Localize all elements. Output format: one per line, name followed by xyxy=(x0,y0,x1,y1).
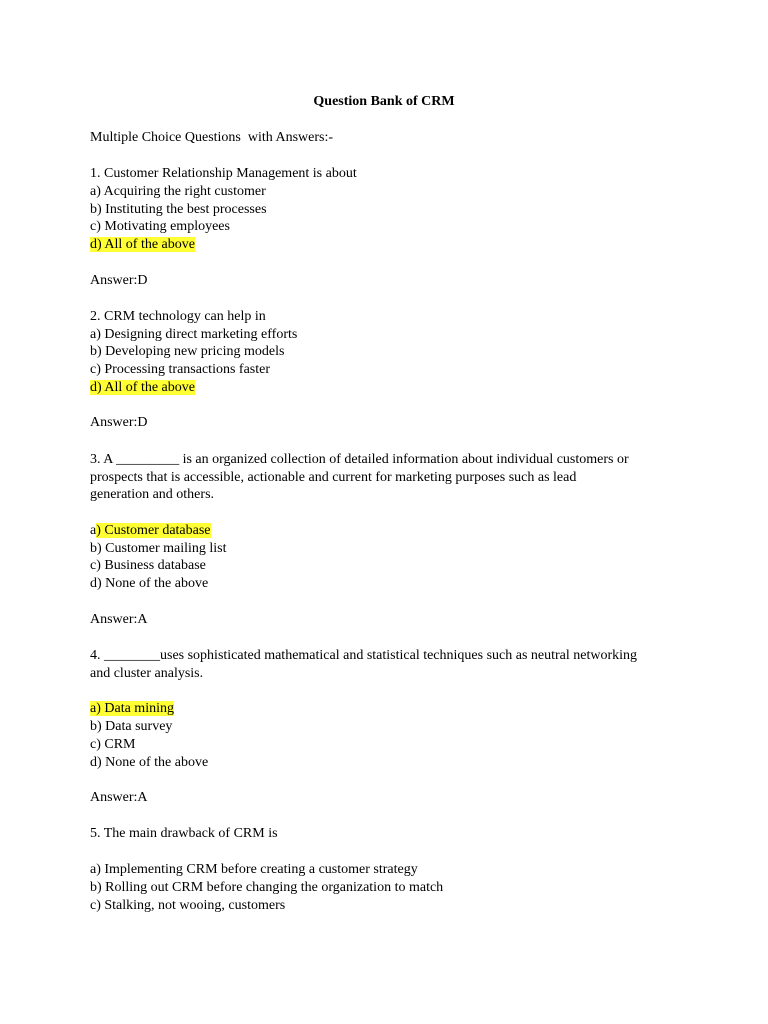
question-4-option-a-highlighted: a) Data mining xyxy=(90,701,174,716)
question-1-option-d-highlighted: d) All of the above xyxy=(90,237,195,252)
question-3-text-line-2: prospects that is accessible, actionable and current for marketing purposes such as lead xyxy=(90,470,577,485)
question-2-option-b: b) Developing new pricing models xyxy=(90,344,285,359)
question-1-answer: Answer:D xyxy=(90,273,148,288)
question-3-text-line-3: generation and others. xyxy=(90,487,215,502)
question-3-text-line-1: 3. A _________ is an organized collection of detailed information about individual customers or xyxy=(90,452,629,467)
question-3-option-a-prefix: a xyxy=(90,523,97,538)
question-5-text: 5. The main drawback of CRM is xyxy=(90,826,278,841)
question-3-option-d: d) None of the above xyxy=(90,576,209,591)
question-2-answer: Answer:D xyxy=(90,415,148,430)
question-4-option-c: c) CRM xyxy=(90,737,136,752)
question-2-option-d-highlighted: d) All of the above xyxy=(90,380,195,395)
question-3-option-a xyxy=(90,522,211,540)
question-5-option-a: a) Implementing CRM before creating a customer strategy xyxy=(90,862,418,877)
question-2-option-c: c) Processing transactions faster xyxy=(90,362,270,377)
question-3-option-a-highlighted: ) Customer database xyxy=(96,523,211,538)
question-3-answer: Answer:A xyxy=(90,612,148,627)
question-4-text-line-2: and cluster analysis. xyxy=(90,666,204,681)
question-5-option-b: b) Rolling out CRM before changing the organization to match xyxy=(90,880,444,895)
question-4-option-b: b) Data survey xyxy=(90,719,173,734)
document-title: Question Bank of CRM xyxy=(313,94,455,109)
question-2-option-a: a) Designing direct marketing efforts xyxy=(90,327,298,342)
question-3-option-b: b) Customer mailing list xyxy=(90,541,227,556)
question-4-option-d: d) None of the above xyxy=(90,755,209,770)
question-1-option-a: a) Acquiring the right customer xyxy=(90,184,266,199)
question-2-text: 2. CRM technology can help in xyxy=(90,309,266,324)
question-4-answer: Answer:A xyxy=(90,790,148,805)
question-1-option-c: c) Motivating employees xyxy=(90,219,230,234)
question-3-option-c: c) Business database xyxy=(90,558,206,573)
intro-text: Multiple Choice Questions with Answers:- xyxy=(90,130,334,145)
question-1-option-b: b) Instituting the best processes xyxy=(90,202,267,217)
question-4-text-line-1: 4. ________uses sophisticated mathematical and statistical techniques such as neutral networking xyxy=(90,648,638,663)
question-5-option-c: c) Stalking, not wooing, customers xyxy=(90,898,286,913)
question-1-text: 1. Customer Relationship Management is about xyxy=(90,166,357,181)
